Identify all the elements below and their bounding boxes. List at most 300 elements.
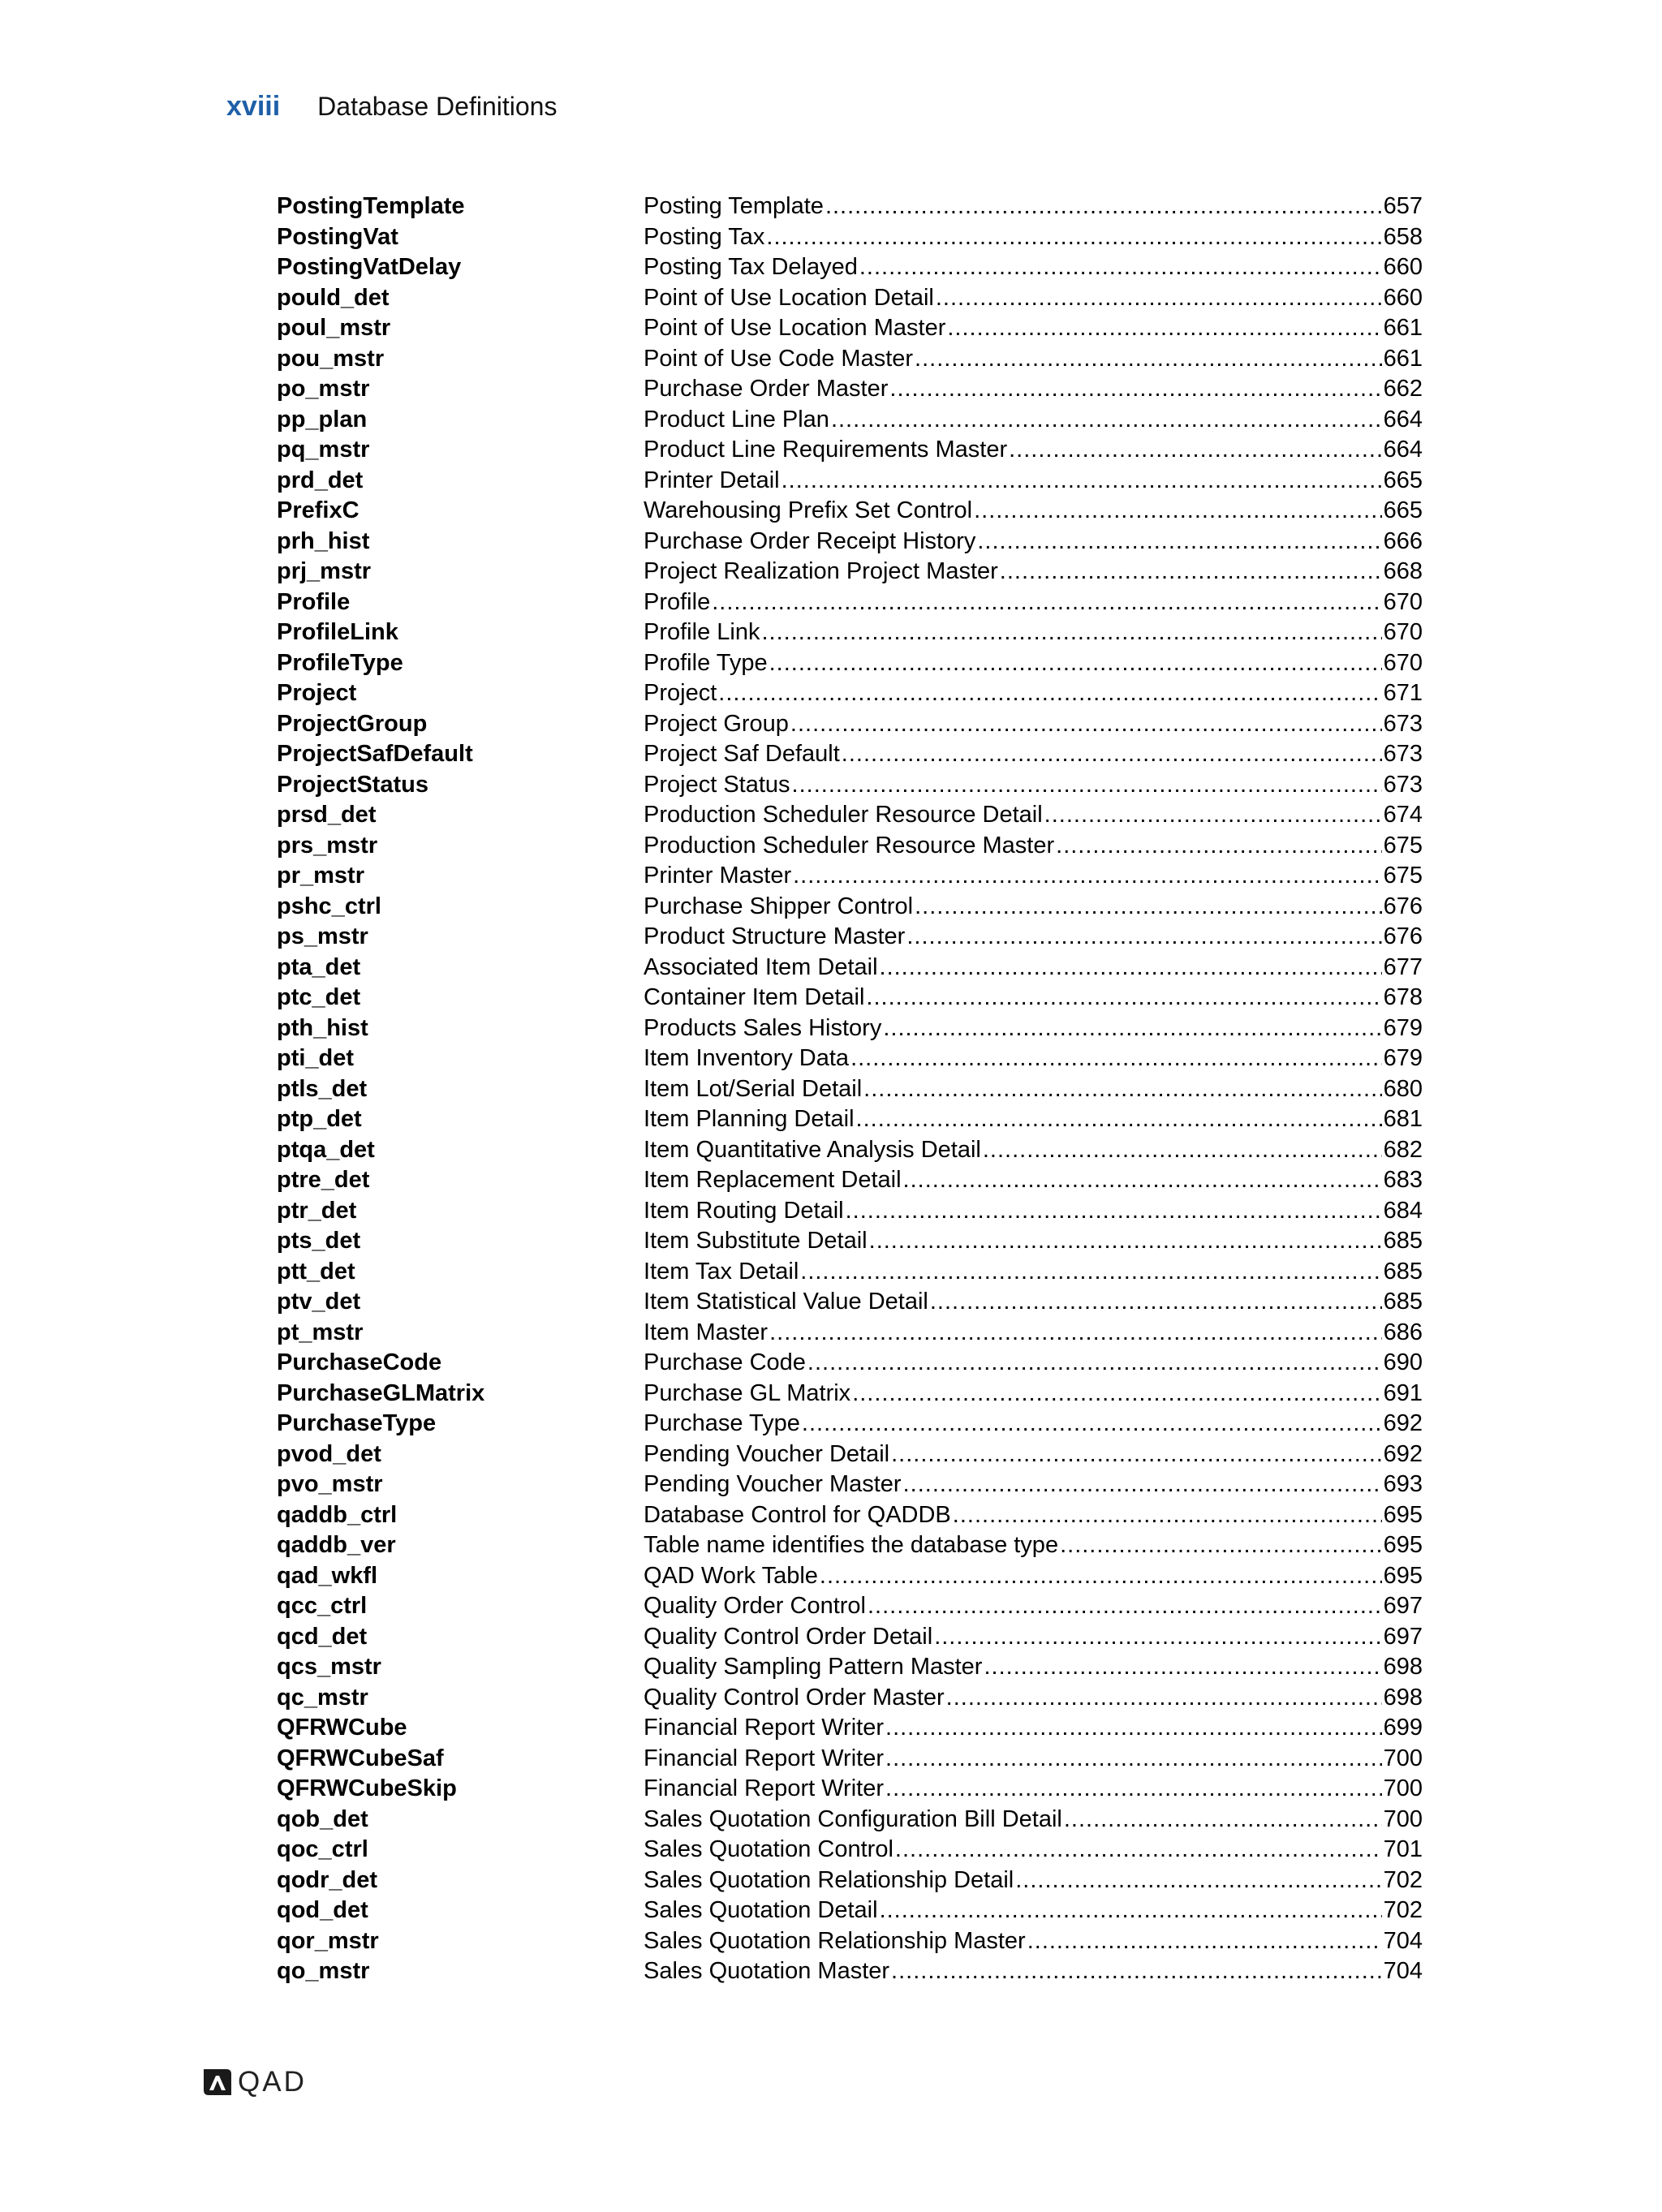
table-name: ptr_det [277, 1197, 357, 1224]
table-description: Production Scheduler Resource Detail [644, 802, 1043, 828]
toc-entry-link[interactable] [644, 892, 1423, 923]
toc-entry-link[interactable] [644, 344, 1423, 375]
table-name: poul_mstr [277, 315, 391, 341]
table-name: QFRWCube [277, 1715, 407, 1741]
dot-leader [883, 1013, 1381, 1044]
table-description: Product Line Plan [644, 406, 829, 433]
logo-text: QAD [238, 2066, 307, 2098]
table-description: Purchase Code [644, 1349, 806, 1375]
toc-entry-link[interactable] [644, 283, 1423, 314]
toc-entry-link[interactable] [644, 922, 1423, 953]
table-description: Item Planning Detail [644, 1106, 855, 1132]
toc-entry-link[interactable] [644, 1287, 1423, 1318]
table-description: Item Routing Detail [644, 1197, 844, 1224]
toc-row [277, 1926, 1423, 1957]
table-description: Financial Report Writer [644, 1715, 885, 1741]
dot-leader [802, 1409, 1382, 1440]
dot-leader [983, 1135, 1382, 1166]
toc-row [277, 1196, 1423, 1227]
page-ref: 695 [1383, 1562, 1423, 1589]
toc-row [277, 1591, 1423, 1622]
table-name: pta_det [277, 953, 361, 980]
page-ref: 704 [1383, 1958, 1423, 1984]
dot-leader [1009, 435, 1382, 466]
toc-entry-link[interactable] [644, 1591, 1423, 1622]
table-description: Purchase GL Matrix [644, 1379, 851, 1406]
table-description: Posting Tax Delayed [644, 254, 858, 280]
toc-row [277, 953, 1423, 983]
table-description: Warehousing Prefix Set Control [644, 497, 973, 523]
table-name: pvod_det [277, 1440, 381, 1467]
page-ref: 700 [1383, 1805, 1423, 1832]
table-description: Purchase Shipper Control [644, 893, 914, 919]
table-name: PostingVatDelay [277, 254, 462, 280]
toc-row [277, 1409, 1423, 1440]
dot-leader [885, 1774, 1382, 1805]
dot-leader [1056, 831, 1381, 862]
table-name: ptls_det [277, 1075, 368, 1102]
toc-entry-link[interactable] [644, 557, 1423, 587]
table-description: Production Scheduler Resource Master [644, 832, 1055, 859]
toc-entry-link[interactable] [644, 1744, 1423, 1775]
table-name: ProjectStatus [277, 771, 428, 798]
toc-row [277, 1379, 1423, 1409]
dot-leader [712, 587, 1381, 618]
page-ref: 690 [1383, 1349, 1423, 1375]
page-ref: 680 [1383, 1075, 1423, 1102]
page-ref: 685 [1383, 1258, 1423, 1285]
table-name: ptt_det [277, 1258, 355, 1285]
dot-leader [825, 192, 1382, 222]
toc-row [277, 1652, 1423, 1683]
page-ref: 684 [1383, 1197, 1423, 1224]
table-description: Financial Report Writer [644, 1745, 885, 1771]
page-ref: 676 [1383, 893, 1423, 919]
table-name: ProfileLink [277, 619, 398, 645]
table-description: Item Tax Detail [644, 1258, 799, 1285]
table-description: Item Quantitative Analysis Detail [644, 1136, 981, 1163]
toc-entry-link[interactable] [644, 435, 1423, 466]
table-name: ptqa_det [277, 1136, 375, 1163]
page-ref: 698 [1383, 1654, 1423, 1680]
table-name: PurchaseCode [277, 1349, 442, 1375]
page-ref: 695 [1383, 1501, 1423, 1528]
toc-row [277, 618, 1423, 648]
table-name: ptp_det [277, 1106, 362, 1132]
toc-row [277, 283, 1423, 314]
dot-leader [769, 648, 1382, 679]
toc-row [277, 1896, 1423, 1926]
dot-leader [947, 313, 1381, 344]
toc-row [277, 770, 1423, 801]
dot-leader [868, 1591, 1382, 1622]
dot-leader [903, 1470, 1382, 1500]
toc-row [277, 1561, 1423, 1592]
table-name: prsd_det [277, 802, 377, 828]
toc-row [277, 1805, 1423, 1835]
page-ref: 664 [1383, 406, 1423, 433]
toc-entry-link[interactable] [644, 770, 1423, 801]
table-name: pvo_mstr [277, 1471, 383, 1497]
page-ref: 697 [1383, 1623, 1423, 1650]
toc-entry-link[interactable] [644, 1135, 1423, 1166]
toc-row [277, 739, 1423, 770]
table-description: Sales Quotation Relationship Master [644, 1927, 1026, 1954]
dot-leader [903, 1165, 1382, 1196]
toc-row [277, 678, 1423, 709]
toc-row [277, 587, 1423, 618]
toc-row [277, 1044, 1423, 1074]
toc-entry-link[interactable] [644, 1257, 1423, 1288]
table-description: Sales Quotation Relationship Detail [644, 1866, 1014, 1893]
page-number: xviii [226, 91, 281, 122]
page-ref: 668 [1383, 558, 1423, 584]
dot-leader [842, 739, 1382, 770]
toc-row [277, 496, 1423, 527]
toc-row [277, 983, 1423, 1013]
table-name: PurchaseType [277, 1410, 437, 1436]
toc-entry-link[interactable] [644, 953, 1423, 983]
page-ref: 699 [1383, 1715, 1423, 1741]
dot-leader [936, 283, 1382, 314]
toc-row [277, 1835, 1423, 1866]
toc-entry-link[interactable] [644, 1409, 1423, 1440]
dot-leader [846, 1196, 1382, 1227]
toc-row [277, 1257, 1423, 1288]
toc-entry-link[interactable] [644, 709, 1423, 740]
table-description: Table name identifies the database type [644, 1532, 1059, 1558]
dot-leader [800, 1257, 1381, 1288]
toc-row [277, 1074, 1423, 1105]
page-ref: 662 [1383, 376, 1423, 402]
dot-leader [869, 1226, 1382, 1257]
page-ref: 702 [1383, 1897, 1423, 1923]
page-ref: 670 [1383, 619, 1423, 645]
toc-entry-link[interactable] [644, 1165, 1423, 1196]
page-ref: 679 [1383, 1014, 1423, 1041]
page-ref: 700 [1383, 1775, 1423, 1801]
toc-row [277, 374, 1423, 405]
page-ref: 698 [1383, 1684, 1423, 1711]
dot-leader [930, 1287, 1382, 1318]
dot-leader [974, 496, 1382, 527]
toc-entry-link[interactable] [644, 1652, 1423, 1683]
dot-leader [863, 1074, 1381, 1105]
toc-entry-link[interactable] [644, 800, 1423, 831]
table-name: qoc_ctrl [277, 1836, 368, 1862]
toc-entry-link[interactable] [644, 983, 1423, 1013]
dot-leader [852, 1379, 1381, 1409]
toc-row [277, 709, 1423, 740]
table-description: Associated Item Detail [644, 953, 878, 980]
table-name: qaddb_ver [277, 1532, 396, 1558]
toc-row [277, 1500, 1423, 1531]
table-name: QFRWCubeSkip [277, 1775, 457, 1801]
table-description: Item Inventory Data [644, 1045, 850, 1071]
toc-entry-link[interactable] [644, 313, 1423, 344]
toc-entry-link[interactable] [644, 587, 1423, 618]
table-description: Project Status [644, 771, 790, 798]
page-ref: 658 [1383, 223, 1423, 250]
table-name: pt_mstr [277, 1319, 364, 1345]
page-ref: 702 [1383, 1866, 1423, 1893]
page-ref: 697 [1383, 1593, 1423, 1619]
dot-leader [880, 1896, 1382, 1926]
toc-entry-link[interactable] [644, 739, 1423, 770]
table-name: qob_det [277, 1805, 368, 1832]
table-description: Pending Voucher Master [644, 1471, 902, 1497]
page-ref: 685 [1383, 1228, 1423, 1254]
table-name: qaddb_ctrl [277, 1501, 398, 1528]
toc-entry-link[interactable] [644, 1379, 1423, 1409]
table-name: pts_det [277, 1228, 361, 1254]
table-name: Project [277, 680, 357, 706]
page-ref: 675 [1383, 832, 1423, 859]
table-name: QFRWCubeSaf [277, 1745, 444, 1771]
toc-row [277, 800, 1423, 831]
dot-leader [769, 1318, 1382, 1349]
dot-leader [1060, 1530, 1382, 1561]
dot-leader [781, 466, 1382, 497]
toc-entry-link[interactable] [644, 405, 1423, 436]
table-description: QAD Work Table [644, 1562, 818, 1589]
toc-entry-link[interactable] [644, 1196, 1423, 1227]
toc-row [277, 1104, 1423, 1135]
dot-leader [790, 709, 1382, 740]
toc-entry-link[interactable] [644, 1044, 1423, 1074]
table-name: qcc_ctrl [277, 1593, 368, 1619]
toc-entry-link[interactable] [644, 1926, 1423, 1957]
table-name: prj_mstr [277, 558, 372, 584]
dot-leader [885, 1713, 1382, 1744]
table-name: po_mstr [277, 376, 370, 402]
dot-leader [718, 678, 1381, 709]
page-ref: 695 [1383, 1532, 1423, 1558]
page-ref: 665 [1383, 497, 1423, 523]
dot-leader [934, 1622, 1381, 1653]
table-description: Product Line Requirements Master [644, 437, 1008, 463]
table-description: Point of Use Location Master [644, 315, 946, 341]
dot-leader [1044, 800, 1382, 831]
table-description: Products Sales History [644, 1014, 882, 1041]
table-description: Project Saf Default [644, 741, 840, 767]
toc-entry-link[interactable] [644, 1805, 1423, 1835]
dot-leader [946, 1683, 1382, 1714]
toc-entry-link[interactable] [644, 252, 1423, 283]
page-ref: 681 [1383, 1106, 1423, 1132]
toc-entry-link[interactable] [644, 1896, 1423, 1926]
page-ref: 673 [1383, 710, 1423, 737]
page-ref: 691 [1383, 1379, 1423, 1406]
dot-leader [820, 1561, 1382, 1592]
toc-row [277, 1774, 1423, 1805]
page-ref: 685 [1383, 1289, 1423, 1315]
page-ref: 674 [1383, 802, 1423, 828]
table-name: ps_mstr [277, 923, 368, 949]
toc-row [277, 831, 1423, 862]
toc-entry-link[interactable] [644, 222, 1423, 253]
page-ref: 660 [1383, 254, 1423, 280]
qad-logo-icon [202, 2068, 233, 2097]
dot-leader [880, 953, 1382, 983]
table-description: Project Realization Project Master [644, 558, 998, 584]
page-ref: 661 [1383, 315, 1423, 341]
page-ref: 660 [1383, 284, 1423, 311]
table-description: Profile Link [644, 619, 760, 645]
toc-row [277, 192, 1423, 222]
table-name: ptc_det [277, 984, 361, 1010]
page-title: Database Definitions [317, 92, 558, 121]
table-description: Purchase Order Master [644, 376, 889, 402]
table-name: prh_hist [277, 527, 370, 554]
page-ref: 664 [1383, 437, 1423, 463]
toc-row [277, 1683, 1423, 1714]
page-ref: 677 [1383, 953, 1423, 980]
table-description: Purchase Order Receipt History [644, 527, 976, 554]
toc-entry-link[interactable] [644, 1013, 1423, 1044]
page-ref: 693 [1383, 1471, 1423, 1497]
dot-leader [953, 1500, 1382, 1531]
table-name: qodr_det [277, 1866, 378, 1893]
table-name: PurchaseGLMatrix [277, 1379, 485, 1406]
toc-row [277, 922, 1423, 953]
toc-entry-link[interactable] [644, 1774, 1423, 1805]
dot-leader [895, 1835, 1382, 1866]
dot-leader [889, 374, 1381, 405]
table-name: qo_mstr [277, 1958, 370, 1984]
dot-leader [984, 1652, 1381, 1683]
dot-leader [831, 405, 1382, 436]
page-ref: 661 [1383, 345, 1423, 372]
table-description: Item Master [644, 1319, 769, 1345]
dot-leader [766, 222, 1381, 253]
table-description: Pending Voucher Detail [644, 1440, 890, 1467]
toc-row [277, 1440, 1423, 1470]
table-description: Posting Template [644, 193, 824, 219]
toc-entry-link[interactable] [644, 618, 1423, 648]
table-description: Printer Master [644, 863, 792, 889]
toc-entry-link[interactable] [644, 1956, 1423, 1987]
page-ref: 676 [1383, 923, 1423, 949]
table-name: qcd_det [277, 1623, 368, 1650]
table-name: qc_mstr [277, 1684, 368, 1711]
dot-leader [915, 892, 1382, 923]
toc-row [277, 1318, 1423, 1349]
table-description: Database Control for QADDB [644, 1501, 951, 1528]
toc-entry-link[interactable] [644, 861, 1423, 892]
toc-entry-link[interactable] [644, 1713, 1423, 1744]
dot-leader [1000, 557, 1382, 587]
toc-entry-link[interactable] [644, 648, 1423, 679]
toc-entry-link[interactable] [644, 1530, 1423, 1561]
page-ref: 675 [1383, 863, 1423, 889]
toc-entry-link[interactable] [644, 1500, 1423, 1531]
table-description: Quality Order Control [644, 1593, 866, 1619]
table-name: PostingTemplate [277, 193, 465, 219]
table-name: pq_mstr [277, 437, 370, 463]
toc-row [277, 648, 1423, 679]
table-name: qod_det [277, 1897, 368, 1923]
toc-entry-link[interactable] [644, 1470, 1423, 1500]
toc-entry-link[interactable] [644, 374, 1423, 405]
table-description: Item Replacement Detail [644, 1167, 902, 1193]
dot-leader [850, 1044, 1382, 1074]
page-ref: 692 [1383, 1410, 1423, 1436]
toc-entry-link[interactable] [644, 1074, 1423, 1105]
table-name: ProjectGroup [277, 710, 428, 737]
toc-row [277, 252, 1423, 283]
dot-leader [977, 527, 1381, 557]
dot-leader [906, 922, 1381, 953]
page-ref: 686 [1383, 1319, 1423, 1345]
dot-leader [793, 861, 1382, 892]
toc-entry-link[interactable] [644, 1622, 1423, 1653]
toc-row [277, 861, 1423, 892]
toc-entry-link[interactable] [644, 678, 1423, 709]
dot-leader [915, 344, 1382, 375]
toc-entry-link[interactable] [644, 527, 1423, 557]
table-description: Financial Report Writer [644, 1775, 885, 1801]
table-description: Item Statistical Value Detail [644, 1289, 928, 1315]
toc-entry-link[interactable] [644, 1348, 1423, 1379]
toc-entry-link[interactable] [644, 1104, 1423, 1135]
toc-entry-link[interactable] [644, 831, 1423, 862]
table-description: Project Group [644, 710, 789, 737]
toc-entry-link[interactable] [644, 1226, 1423, 1257]
toc-entry-link[interactable] [644, 1866, 1423, 1896]
toc-entry-link[interactable] [644, 496, 1423, 527]
toc-entry-link[interactable] [644, 1318, 1423, 1349]
toc-entry-link[interactable] [644, 466, 1423, 497]
toc-row [277, 1530, 1423, 1561]
toc-row [277, 1348, 1423, 1379]
table-name: pould_det [277, 284, 390, 311]
page-ref: 682 [1383, 1136, 1423, 1163]
table-description: Container Item Detail [644, 984, 865, 1010]
toc-row [277, 1287, 1423, 1318]
toc-entry-link[interactable] [644, 1835, 1423, 1866]
table-description: Sales Quotation Master [644, 1958, 890, 1984]
table-name: pou_mstr [277, 345, 385, 372]
table-description: Project [644, 680, 717, 706]
page-ref: 670 [1383, 588, 1423, 615]
toc-row [277, 466, 1423, 497]
table-name: pth_hist [277, 1014, 368, 1041]
table-name: ptre_det [277, 1167, 370, 1193]
table-name: PrefixC [277, 497, 360, 523]
toc-row [277, 892, 1423, 923]
table-description: Quality Control Order Master [644, 1684, 945, 1711]
dot-leader [856, 1104, 1382, 1135]
toc-row [277, 1013, 1423, 1044]
page-ref: 666 [1383, 527, 1423, 554]
toc-entry-link[interactable] [644, 1561, 1423, 1592]
dot-leader [859, 252, 1382, 283]
toc-row [277, 222, 1423, 253]
dot-leader [807, 1348, 1382, 1379]
table-name: PostingVat [277, 223, 398, 250]
table-name: prd_det [277, 467, 364, 493]
toc-entry-link[interactable] [644, 192, 1423, 222]
page-ref: 679 [1383, 1045, 1423, 1071]
table-description: Quality Control Order Detail [644, 1623, 933, 1650]
toc-entry-link[interactable] [644, 1683, 1423, 1714]
toc-entry-link[interactable] [644, 1440, 1423, 1470]
table-description: Quality Sampling Pattern Master [644, 1654, 983, 1680]
dot-leader [1015, 1866, 1381, 1896]
toc-row [277, 1866, 1423, 1896]
table-name: ProfileType [277, 649, 403, 676]
